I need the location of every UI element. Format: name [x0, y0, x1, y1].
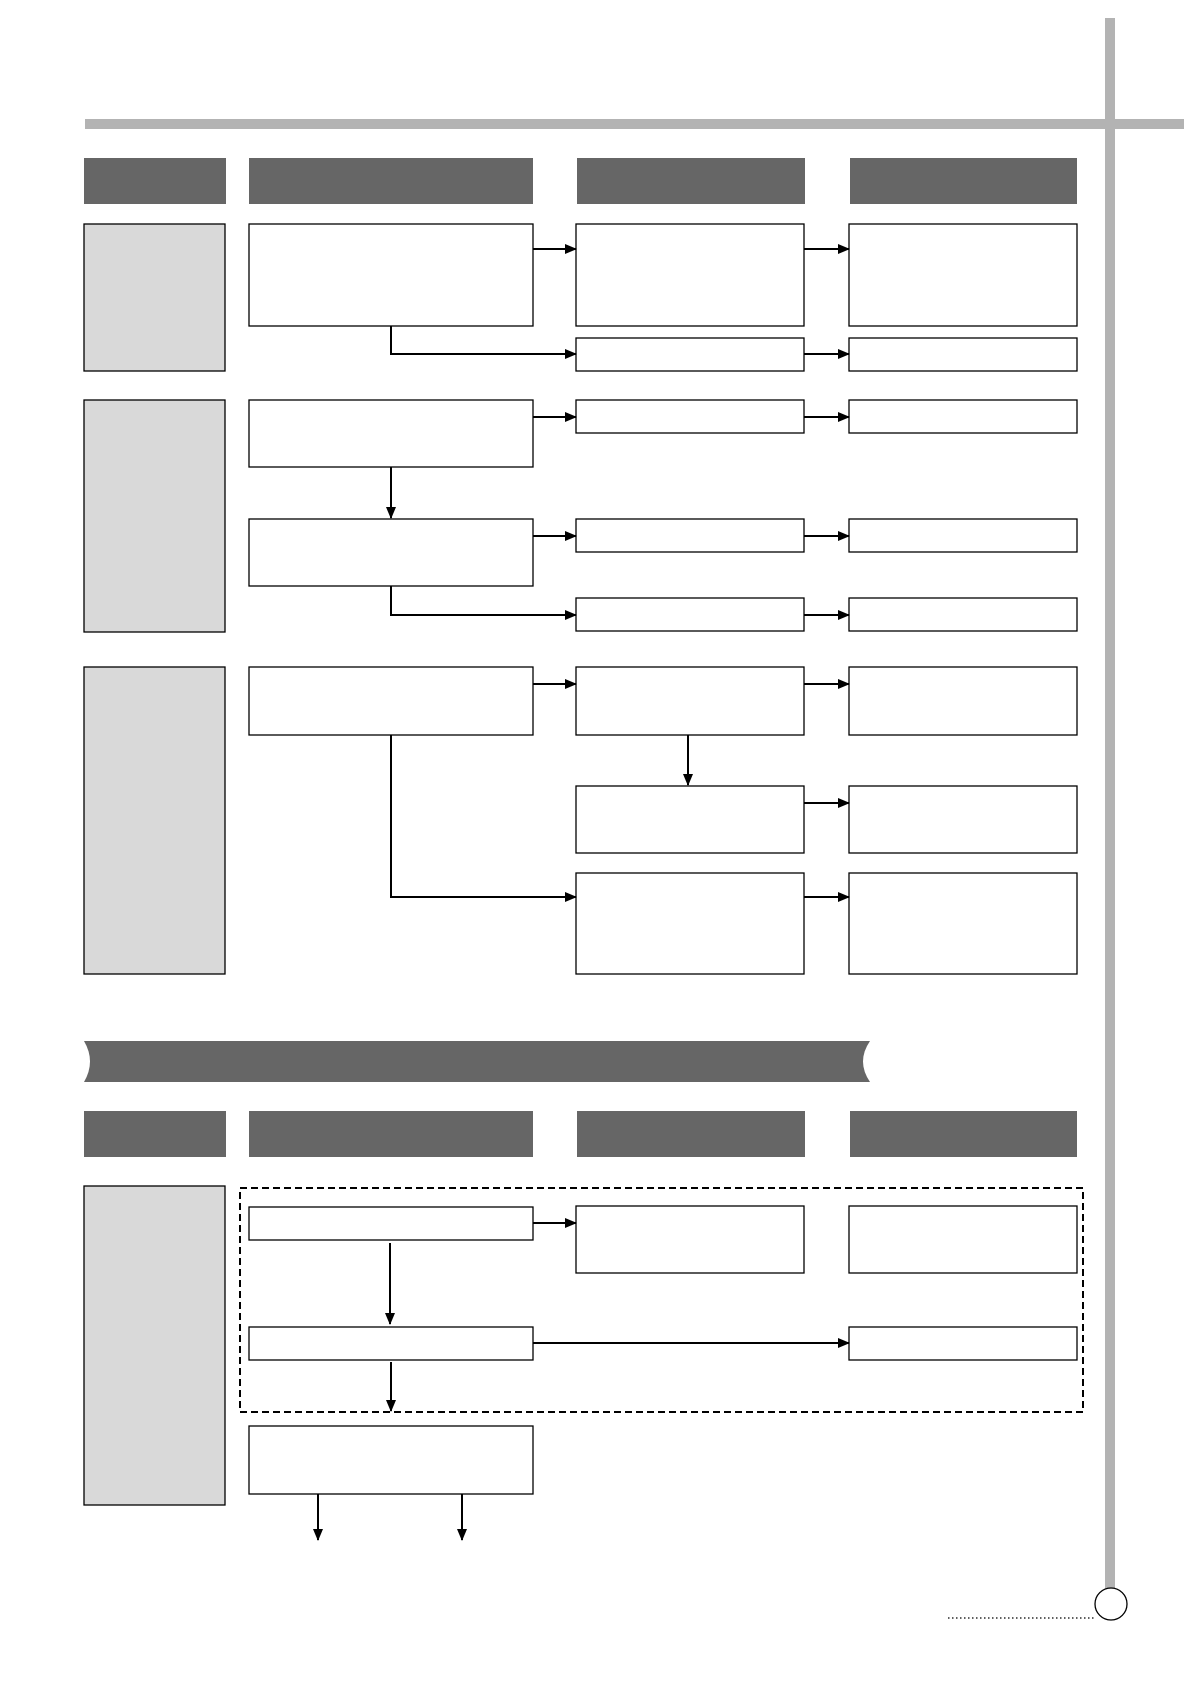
g4-cause-box-a [249, 1207, 533, 1240]
g1-action-box-b [849, 338, 1077, 371]
symptom-panel-2 [84, 400, 225, 632]
group-3 [84, 667, 1077, 974]
g2-action-box-c [849, 598, 1077, 631]
header-cell-1 [84, 158, 226, 204]
g1-check-box-a [576, 224, 804, 326]
g4-cause-box-c [249, 1426, 533, 1494]
g2-check-box-a [576, 400, 804, 433]
g4-cause-box-b [249, 1327, 533, 1360]
header-cell-3 [577, 158, 805, 204]
g3-check-box-b [576, 786, 804, 853]
g3-action-box-b [849, 786, 1077, 853]
g2-cause-box-a [249, 400, 533, 467]
arrow-icon [391, 326, 576, 354]
g4-action-box-b [849, 1327, 1077, 1360]
group-1 [84, 224, 1077, 371]
g3-cause-box [249, 667, 533, 735]
g3-action-box-c [849, 873, 1077, 974]
header-cell-2 [249, 1111, 533, 1157]
header-cell-4 [850, 158, 1077, 204]
g1-check-box-b [576, 338, 804, 371]
g2-check-box-b [576, 519, 804, 552]
header-cell-2 [249, 158, 533, 204]
group-4 [84, 1186, 1083, 1540]
g4-action-box-a [849, 1206, 1077, 1273]
symptom-panel-4 [84, 1186, 225, 1505]
g2-action-box-a [849, 400, 1077, 433]
arrow-icon [391, 735, 576, 897]
g3-check-box-a [576, 667, 804, 735]
header-row-bottom [84, 1111, 1077, 1157]
g1-action-box-a [849, 224, 1077, 326]
g2-cause-box-b [249, 519, 533, 586]
top-rail [85, 119, 1184, 129]
group-2 [84, 400, 1077, 632]
symptom-panel-3 [84, 667, 225, 974]
header-cell-3 [577, 1111, 805, 1157]
header-row-top [84, 158, 1077, 204]
g4-check-box-a [576, 1206, 804, 1273]
g2-action-box-b [849, 519, 1077, 552]
header-cell-1 [84, 1111, 226, 1157]
g2-check-box-c [576, 598, 804, 631]
right-rail [1105, 18, 1115, 1598]
arrow-icon [391, 586, 576, 615]
g3-action-box-a [849, 667, 1077, 735]
header-cell-4 [850, 1111, 1077, 1157]
page-number-circle [1095, 1588, 1127, 1620]
g1-cause-box [249, 224, 533, 326]
symptom-panel-1 [84, 224, 225, 371]
section-banner [84, 1041, 870, 1082]
g3-check-box-c [576, 873, 804, 974]
